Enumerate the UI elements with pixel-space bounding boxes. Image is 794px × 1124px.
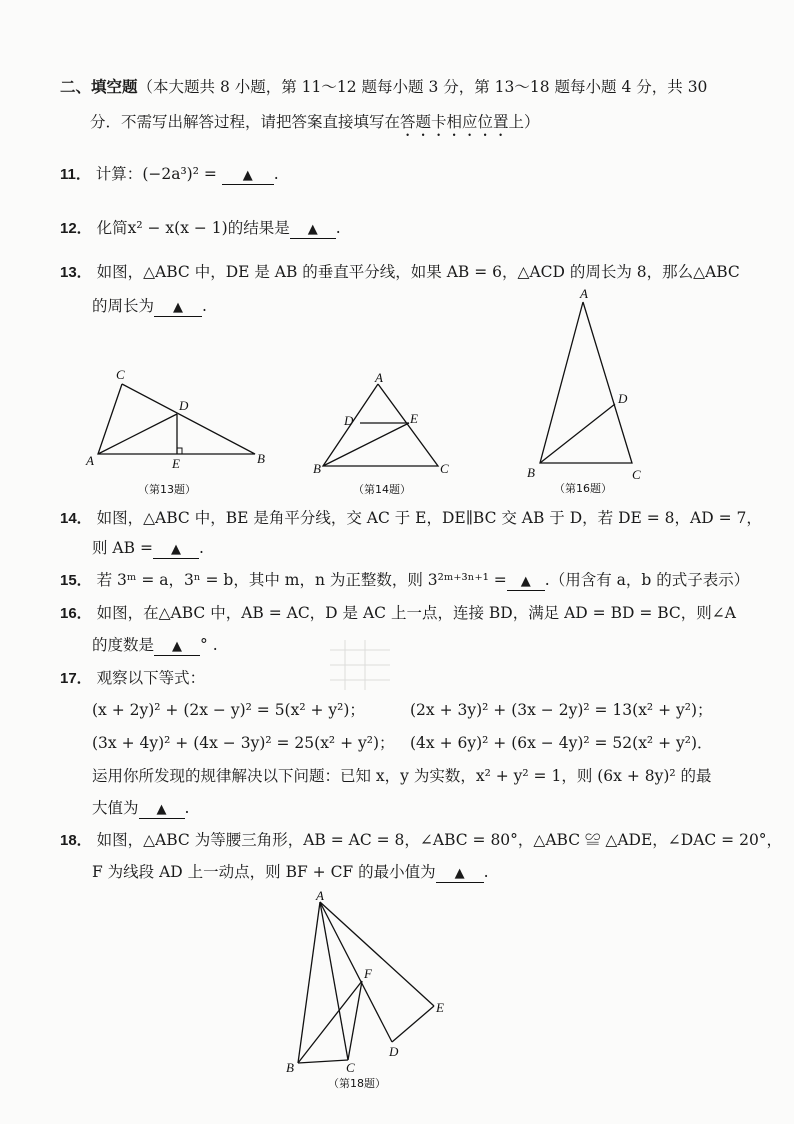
period: . — [184, 799, 190, 817]
fig14-caption: （第14题） — [353, 483, 411, 496]
section-intro-line2 — [90, 112, 540, 140]
period: . — [198, 539, 204, 557]
question-15 — [60, 570, 749, 591]
question-text: 如图，△ABC 为等腰三角形，AB = AC = 8，∠ABC = 80°，△ABC ≌ △ADE，∠DAC = 20°， — [96, 831, 783, 849]
question-text: 的结果是 — [227, 219, 290, 237]
question-14-line2 — [92, 538, 204, 559]
answer-blank[interactable] — [139, 802, 185, 819]
figure-18 — [270, 885, 490, 1095]
question-text: 如图，△ABC 中，BE 是角平分线，交 AC 于 E，DE∥BC 交 AB 于 D，若 DE = 8，AD = 7， — [96, 509, 762, 527]
fig13-label-c: C — [116, 367, 125, 382]
right-angle-mark — [177, 448, 182, 454]
blank-triangle-icon: ▲ — [454, 866, 465, 881]
figure-16 — [540, 302, 632, 463]
triangle-abc — [323, 384, 438, 466]
fig14-label-c: C — [440, 461, 449, 476]
question-text: 的度数是 — [92, 636, 155, 654]
question-number: 16． — [60, 605, 92, 622]
blank-triangle-icon: ▲ — [242, 168, 253, 183]
blank-triangle-icon: ▲ — [170, 542, 181, 557]
equation-4: (4x + 6y)² + (6x − 4y)² = 52(x² + y²)． — [410, 734, 713, 752]
fig16-label-a: A — [580, 286, 588, 301]
question-18 — [60, 830, 782, 851]
fig18-label-f: F — [364, 966, 372, 981]
fig14-label-d: D — [344, 413, 354, 428]
question-number: 13． — [60, 264, 92, 281]
fig13-caption: （第13题） — [138, 483, 196, 496]
figure-13 — [98, 384, 255, 454]
intro-emphasis: 答题卡相应位置 — [400, 113, 509, 131]
fig16-label-b: B — [527, 465, 535, 480]
period: . — [335, 219, 341, 237]
fig18-label-e: E — [436, 1000, 444, 1015]
fig13-label-e: E — [172, 456, 180, 471]
segment-bd — [540, 404, 615, 463]
period: . — [273, 165, 279, 183]
fig16-label-d: D — [618, 391, 628, 406]
question-16 — [60, 603, 736, 624]
question-text: 的周长为 — [92, 297, 155, 315]
question-17 — [60, 668, 205, 689]
math-expression: x² − x(x − 1) — [127, 219, 228, 237]
triangle-abc — [540, 302, 632, 463]
fig18-label-a: A — [316, 888, 324, 903]
answer-blank[interactable] — [154, 639, 200, 656]
question-text: 若 3ᵐ = a，3ⁿ = b，其中 m，n 为正整数，则 3²ᵐ⁺³ⁿ⁺¹ = — [96, 571, 507, 589]
equation-2: (2x + 3y)² + (3x − 2y)² = 13(x² + y²)； — [410, 701, 713, 719]
question-16-line2 — [92, 635, 218, 656]
answer-blank[interactable] — [153, 542, 199, 559]
fig16-label-c: C — [632, 467, 641, 482]
period: . — [202, 297, 207, 315]
degree-unit: ° . — [200, 636, 218, 654]
segment-de — [392, 1006, 434, 1042]
question-11 — [60, 164, 279, 185]
fig14-label-a: A — [375, 370, 383, 385]
question-text: 计算： — [95, 165, 143, 183]
question-12 — [60, 218, 341, 239]
question-text: 如图，在△ABC 中，AB = AC，D 是 AC 上一点，连接 BD，满足 AD = BD = BC，则∠A — [96, 604, 736, 622]
answer-blank[interactable] — [507, 574, 545, 591]
blank-triangle-icon: ▲ — [173, 300, 184, 315]
question-14 — [60, 508, 762, 529]
question-text: .（用含有 a，b 的式子表示） — [544, 571, 750, 589]
answer-blank[interactable] — [290, 222, 336, 239]
answer-blank[interactable] — [436, 866, 484, 883]
question-number: 17． — [60, 670, 92, 687]
intro-text-b: 上） — [508, 113, 540, 131]
question-text: 如图，△ABC 中，DE 是 AB 的垂直平分线，如果 AB = 6，△ACD 的周长为 8，那么△ABC — [96, 263, 740, 281]
segment-be — [323, 423, 409, 466]
segment-bc — [298, 1060, 348, 1063]
intro-text-a: 分．不需写出解答过程，请把答案直接填写在 — [90, 113, 401, 131]
question-text: 化简 — [96, 219, 128, 237]
fig16-caption: （第16题） — [554, 482, 612, 495]
question-number: 11． — [60, 166, 91, 183]
question-text: 则 AB = — [92, 539, 153, 557]
fig18-label-c: C — [346, 1060, 355, 1075]
segment-ac — [320, 902, 348, 1060]
fig13-label-b: B — [257, 451, 265, 466]
blank-triangle-icon: ▲ — [520, 574, 531, 589]
question-17-task-line1: 运用你所发现的规律解决以下问题：已知 x，y 为实数，x² + y² = 1，则 (6x + 8y)² 的最 — [92, 767, 712, 785]
answer-blank[interactable] — [222, 168, 274, 185]
fig18-label-b: B — [286, 1060, 294, 1075]
fig13-label-a: A — [86, 453, 94, 468]
question-text: F 为线段 AD 上一动点，则 BF + CF 的最小值为 — [92, 863, 436, 881]
fig18-caption: （第18题） — [328, 1077, 386, 1090]
question-number: 12． — [60, 220, 92, 237]
section-intro-line1: （本大题共 8 小题，第 11～12 题每小题 3 分，第 13～18 题每小题 4 分，共 30 — [137, 78, 708, 96]
period: . — [483, 863, 489, 881]
question-text: 大值为 — [92, 799, 139, 817]
segment-ae — [320, 902, 434, 1006]
blank-triangle-icon: ▲ — [307, 222, 318, 237]
math-expression: (−2a³)² — [142, 165, 199, 183]
question-number: 15． — [60, 572, 92, 589]
equation-3: (3x + 4y)² + (4x − 3y)² = 25(x² + y²)； — [92, 734, 395, 752]
question-text: 观察以下等式： — [96, 669, 206, 687]
blank-triangle-icon: ▲ — [156, 802, 167, 817]
blank-triangle-icon: ▲ — [172, 639, 183, 654]
section-header — [60, 77, 707, 97]
fig13-label-d: D — [179, 398, 189, 413]
question-18-line2 — [92, 862, 489, 883]
equation-1: (x + 2y)² + (2x − y)² = 5(x² + y²)； — [92, 701, 365, 719]
figure-14 — [323, 384, 438, 466]
fig18-label-d: D — [389, 1044, 399, 1059]
segment-cf — [348, 981, 362, 1060]
question-number: 18． — [60, 832, 92, 849]
fig14-label-b: B — [313, 461, 321, 476]
fig14-label-e: E — [410, 411, 418, 426]
figures-row — [0, 280, 794, 505]
question-number: 14． — [60, 510, 92, 527]
question-17-task-line2 — [92, 798, 189, 819]
scan-artifact — [330, 640, 390, 690]
equals-sign: = — [198, 165, 222, 183]
section-heading: 二、填空题 — [60, 78, 138, 96]
